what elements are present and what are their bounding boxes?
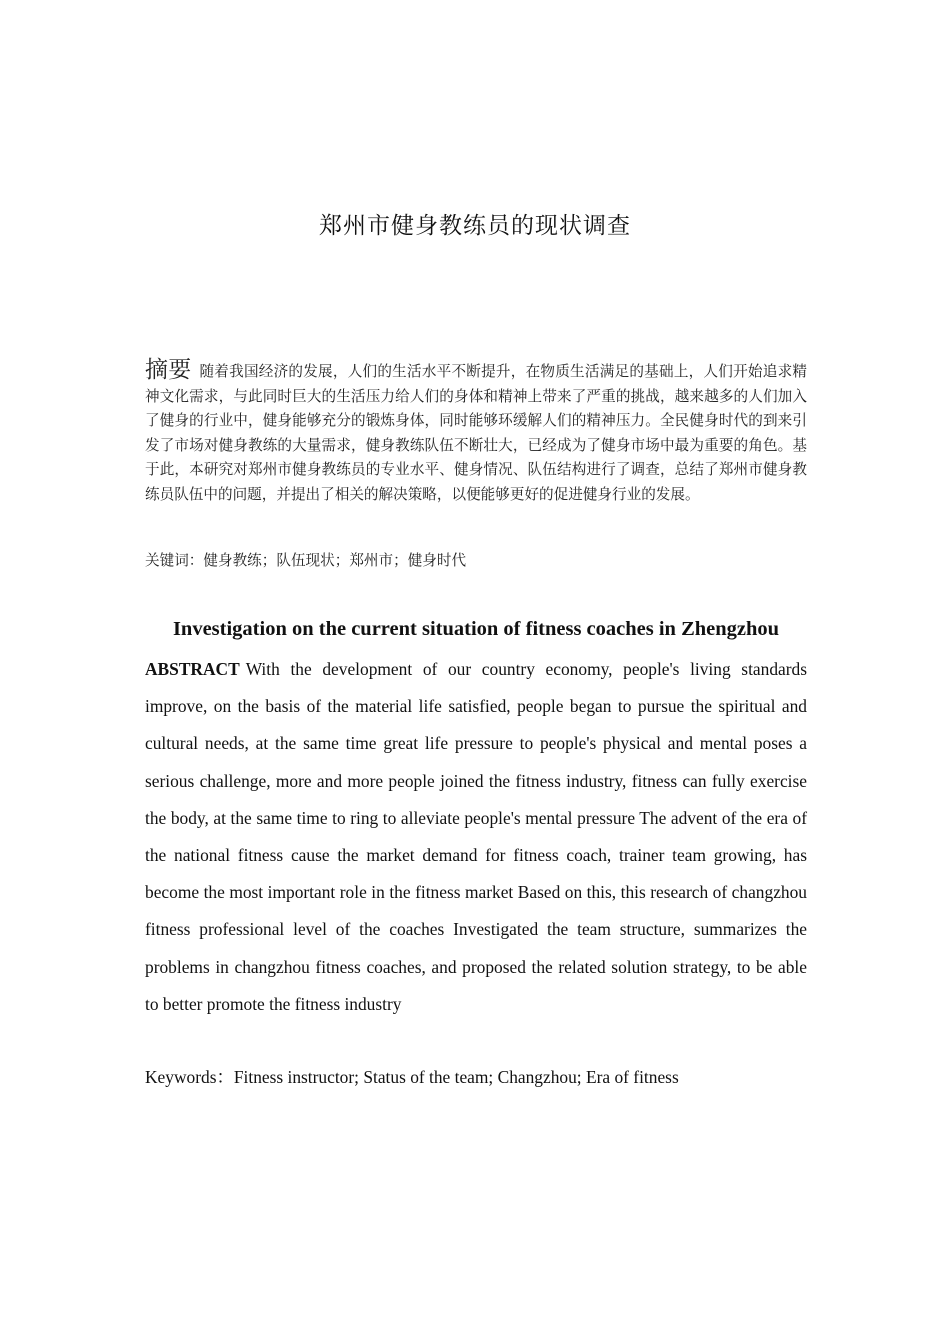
english-abstract-text: With the development of our country economy, people's living standards improve, on the basis of the material life satisfied, people began to pursue the spiritual and cultural needs, at the same time great life pressure to people's physical and mental poses a serious challenge, more and more people joined the fitness industry, fitness can fully exercise the body, at the same time to ring to alleviate people's mental pressure The advent of the era of the national fitness cause the market demand for fitness coach, trainer team growing, has become the most important role in the fitness market Based on this, this research of changzhou fitness professional level of the coaches Investigated the team structure, summarizes the problems in changzhou fitness coaches, and proposed the related solution strategy, to be able to better promote the fitness industry xyxy=(145,659,807,1014)
english-title: Investigation on the current situation of fitness coaches in Zhengzhou xyxy=(172,618,780,640)
chinese-title: 郑州市健身教练员的现状调查 xyxy=(319,213,631,239)
english-abstract xyxy=(145,651,807,1023)
chinese-abstract xyxy=(145,358,807,507)
english-keywords: Keywords：Fitness instructor; Status of the team; Changzhou; Era of fitness xyxy=(145,1067,679,1087)
chinese-abstract-text: 随着我国经济的发展，人们的生活水平不断提升，在物质生活满足的基础上，人们开始追求精神文化需求，与此同时巨大的生活压力给人们的身体和精神上带来了严重的挑战，越来越多的人们加入了健身的行业中，健身能够充分的锻炼身体，同时能够环缓解人们的精神压力。全民健身时代的到来引发了市场对健身教练的大量需求，健身教练队伍不断壮大，已经成为了健身市场中最为重要的角色。基于此，本研究对郑州市健身教练员的专业水平、健身情况、队伍结构进行了调查，总结了郑州市健身教练员队伍中的问题，并提出了相关的解决策略，以便能够更好的促进健身行业的发展。 xyxy=(145,363,807,503)
chinese-keywords: 关键词：健身教练；队伍现状；郑州市；健身时代 xyxy=(145,552,467,569)
english-abstract-label: ABSTRACT xyxy=(145,659,240,679)
chinese-abstract-label: 摘要 xyxy=(145,357,192,383)
